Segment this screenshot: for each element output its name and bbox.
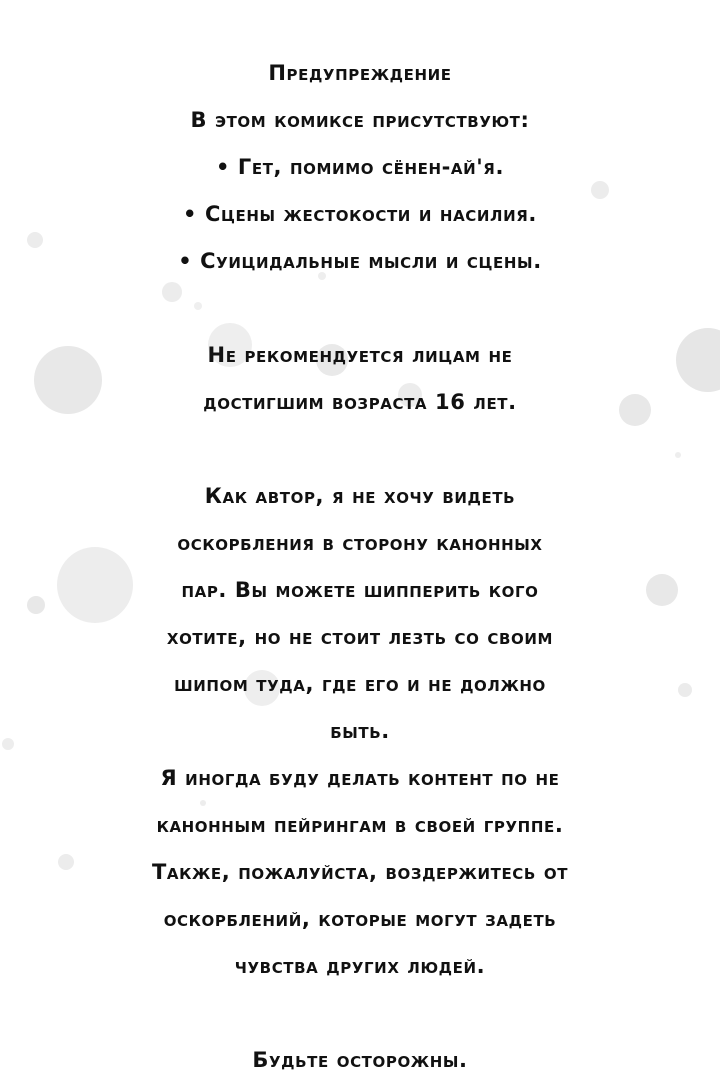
author-note-section (0, 473, 720, 990)
spacer (0, 285, 720, 332)
age-line: достигшим возраста 16 лет. (203, 390, 517, 414)
spacer (0, 990, 720, 1037)
author-note-line: Как автор, я не хочу видеть (204, 484, 516, 508)
author-note-line: Я иногда буду делать контент по не (160, 766, 560, 790)
warning-title: Предупреждение (268, 61, 452, 85)
author-note-line: шипом туда, где его и не должно (174, 672, 546, 696)
author-note-line: чувства других людей. (234, 954, 486, 978)
author-note-line: канонным пейрингам в своей группе. (156, 813, 564, 837)
warning-intro: В этом комиксе присутствуют: (190, 108, 530, 132)
spacer (0, 426, 720, 473)
age-line: Не рекомендуется лицам не (207, 343, 513, 367)
author-note-line: хотите, но не стоит лезть со своим (166, 625, 554, 649)
warning-item: • Суицидальные мысли и сцены. (178, 249, 542, 273)
author-note-line: оскорбления в сторону канонных (177, 531, 543, 555)
author-note-line: быть. (330, 719, 390, 743)
closing-line: Будьте осторожны. (252, 1048, 468, 1072)
warning-item: • Гет, помимо сёнен-ай'я. (215, 155, 505, 179)
warning-section (0, 0, 720, 285)
age-section (0, 332, 720, 426)
author-note-line: оскорблений, которые могут задеть (163, 907, 557, 931)
author-note-line: пар. Вы можете шипперить кого (181, 578, 539, 602)
author-note-line: Также, пожалуйста, воздержитесь от (151, 860, 569, 884)
warning-item: • Сцены жестокости и насилия. (183, 202, 537, 226)
